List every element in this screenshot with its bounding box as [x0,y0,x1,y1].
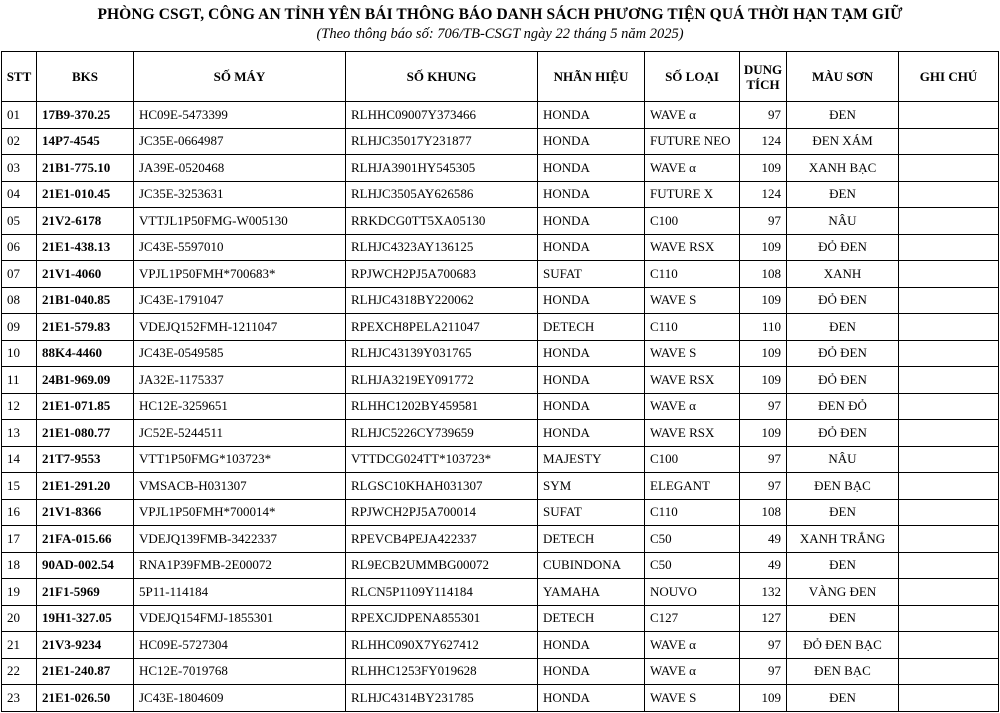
cell-bks: 19H1-327.05 [37,605,134,632]
cell-bks: 21E1-080.77 [37,420,134,447]
cell-ghi-chu [899,473,999,500]
cell-so-khung: RPJWCH2PJ5A700014 [346,499,538,526]
cell-so-loai: C110 [645,261,740,288]
cell-nhan-hieu: HONDA [538,287,645,314]
cell-so-khung: RPEXCH8PELA211047 [346,314,538,341]
cell-mau-son: ĐEN [787,181,899,208]
cell-mau-son: NÂU [787,208,899,235]
cell-ghi-chu [899,234,999,261]
cell-dung-tich: 109 [740,340,787,367]
cell-so-loai: ELEGANT [645,473,740,500]
cell-so-loai: WAVE RSX [645,367,740,394]
header-mau-son: MÀU SƠN [787,52,899,102]
cell-stt: 08 [2,287,37,314]
cell-so-khung: RLHHC09007Y373466 [346,102,538,129]
cell-nhan-hieu: CUBINDONA [538,552,645,579]
cell-dung-tich: 109 [740,367,787,394]
cell-dung-tich: 108 [740,499,787,526]
cell-mau-son: ĐEN [787,685,899,712]
cell-mau-son: XANH BẠC [787,155,899,182]
cell-so-loai: C110 [645,314,740,341]
cell-so-may: 5P11-114184 [134,579,346,606]
cell-so-khung: RLHHC1202BY459581 [346,393,538,420]
cell-bks: 21T7-9553 [37,446,134,473]
cell-stt: 23 [2,685,37,712]
cell-so-may: VPJL1P50FMH*700683* [134,261,346,288]
table-row [2,102,999,129]
cell-so-khung: RLHJA3901HY545305 [346,155,538,182]
cell-ghi-chu [899,181,999,208]
cell-mau-son: ĐỎ ĐEN [787,367,899,394]
cell-mau-son: ĐEN BẠC [787,473,899,500]
cell-ghi-chu [899,208,999,235]
cell-bks: 21V2-6178 [37,208,134,235]
cell-so-may: HC09E-5473399 [134,102,346,129]
cell-ghi-chu [899,658,999,685]
cell-mau-son: XANH TRẮNG [787,526,899,553]
cell-mau-son: ĐỎ ĐEN [787,340,899,367]
cell-mau-son: ĐEN [787,605,899,632]
cell-so-loai: C50 [645,526,740,553]
cell-so-may: JC43E-1804609 [134,685,346,712]
cell-mau-son: ĐEN [787,102,899,129]
cell-so-loai: WAVE S [645,685,740,712]
cell-mau-son: ĐEN [787,499,899,526]
table-header-row [2,52,999,102]
cell-so-loai: C100 [645,446,740,473]
cell-stt: 18 [2,552,37,579]
cell-so-may: JC35E-3253631 [134,181,346,208]
cell-nhan-hieu: HONDA [538,102,645,129]
cell-dung-tich: 109 [740,685,787,712]
table-row [2,367,999,394]
cell-bks: 21E1-579.83 [37,314,134,341]
cell-bks: 21E1-026.50 [37,685,134,712]
cell-dung-tich: 97 [740,208,787,235]
cell-bks: 90AD-002.54 [37,552,134,579]
cell-ghi-chu [899,287,999,314]
table-row [2,499,999,526]
cell-mau-son: ĐỎ ĐEN BẠC [787,632,899,659]
cell-stt: 14 [2,446,37,473]
table-body [2,102,999,712]
cell-stt: 10 [2,340,37,367]
table-row [2,340,999,367]
cell-so-khung: RLHJC4314BY231785 [346,685,538,712]
cell-stt: 20 [2,605,37,632]
cell-ghi-chu [899,579,999,606]
cell-so-loai: WAVE α [645,393,740,420]
vehicle-table [1,51,999,712]
cell-nhan-hieu: HONDA [538,208,645,235]
cell-stt: 16 [2,499,37,526]
cell-dung-tich: 108 [740,261,787,288]
header-ghi-chu: GHI CHÚ [899,52,999,102]
table-row [2,314,999,341]
cell-so-khung: RLCN5P1109Y114184 [346,579,538,606]
cell-so-khung: RLGSC10KHAH031307 [346,473,538,500]
cell-nhan-hieu: HONDA [538,128,645,155]
cell-so-may: VDEJQ152FMH-1211047 [134,314,346,341]
cell-so-loai: WAVE α [645,102,740,129]
table-row [2,685,999,712]
cell-bks: 24B1-969.09 [37,367,134,394]
cell-bks: 17B9-370.25 [37,102,134,129]
table-row [2,208,999,235]
cell-ghi-chu [899,314,999,341]
cell-nhan-hieu: MAJESTY [538,446,645,473]
cell-stt: 02 [2,128,37,155]
cell-nhan-hieu: HONDA [538,181,645,208]
cell-bks: 21F1-5969 [37,579,134,606]
cell-mau-son: VÀNG ĐEN [787,579,899,606]
cell-dung-tich: 109 [740,287,787,314]
cell-so-loai: WAVE RSX [645,234,740,261]
cell-ghi-chu [899,128,999,155]
cell-so-may: JA39E-0520468 [134,155,346,182]
table-row [2,658,999,685]
cell-so-may: JC52E-5244511 [134,420,346,447]
table-row [2,632,999,659]
table-row [2,128,999,155]
cell-so-loai: FUTURE NEO [645,128,740,155]
cell-so-khung: RPEXCJDPENA855301 [346,605,538,632]
cell-ghi-chu [899,526,999,553]
document-subtitle: (Theo thông báo số: 706/TB-CSGT ngày 22 tháng 5 năm 2025) [316,26,684,42]
header-so-khung: SỐ KHUNG [346,52,538,102]
header-so-may: SỐ MÁY [134,52,346,102]
cell-so-khung: RLHJC43139Y031765 [346,340,538,367]
cell-mau-son: ĐEN [787,552,899,579]
cell-so-loai: C50 [645,552,740,579]
cell-nhan-hieu: HONDA [538,367,645,394]
cell-nhan-hieu: HONDA [538,658,645,685]
cell-so-may: HC12E-7019768 [134,658,346,685]
table-row [2,473,999,500]
cell-so-loai: FUTURE X [645,181,740,208]
cell-stt: 11 [2,367,37,394]
cell-stt: 13 [2,420,37,447]
cell-nhan-hieu: HONDA [538,340,645,367]
cell-mau-son: NÂU [787,446,899,473]
header-nhan-hieu: NHÃN HIỆU [538,52,645,102]
cell-ghi-chu [899,340,999,367]
table-row [2,234,999,261]
cell-stt: 21 [2,632,37,659]
cell-so-loai: WAVE α [645,155,740,182]
cell-dung-tich: 97 [740,658,787,685]
cell-dung-tich: 97 [740,473,787,500]
cell-bks: 21FA-015.66 [37,526,134,553]
cell-nhan-hieu: SUFAT [538,261,645,288]
cell-ghi-chu [899,552,999,579]
cell-stt: 19 [2,579,37,606]
table-row [2,605,999,632]
cell-bks: 21B1-775.10 [37,155,134,182]
cell-ghi-chu [899,499,999,526]
cell-nhan-hieu: DETECH [538,605,645,632]
cell-stt: 06 [2,234,37,261]
cell-ghi-chu [899,685,999,712]
cell-dung-tich: 97 [740,632,787,659]
cell-dung-tich: 49 [740,526,787,553]
cell-stt: 07 [2,261,37,288]
cell-mau-son: ĐEN [787,314,899,341]
cell-dung-tich: 132 [740,579,787,606]
cell-stt: 15 [2,473,37,500]
cell-bks: 21V3-9234 [37,632,134,659]
cell-stt: 17 [2,526,37,553]
cell-stt: 09 [2,314,37,341]
header-bks: BKS [37,52,134,102]
cell-so-loai: WAVE α [645,658,740,685]
cell-so-khung: RL9ECB2UMMBG00072 [346,552,538,579]
cell-bks: 21E1-071.85 [37,393,134,420]
cell-mau-son: ĐEN BẠC [787,658,899,685]
cell-so-loai: WAVE S [645,340,740,367]
cell-bks: 21V1-8366 [37,499,134,526]
cell-so-khung: RLHJC35017Y231877 [346,128,538,155]
cell-so-may: JC43E-1791047 [134,287,346,314]
cell-nhan-hieu: HONDA [538,420,645,447]
cell-dung-tich: 97 [740,393,787,420]
header-dung-tich: DUNG TÍCH [740,52,787,102]
cell-stt: 05 [2,208,37,235]
cell-bks: 21E1-240.87 [37,658,134,685]
cell-nhan-hieu: HONDA [538,155,645,182]
cell-so-may: VPJL1P50FMH*700014* [134,499,346,526]
header-stt: STT [2,52,37,102]
cell-so-loai: NOUVO [645,579,740,606]
cell-so-khung: RLHJC4318BY220062 [346,287,538,314]
table-row [2,579,999,606]
cell-so-khung: RLHJC4323AY136125 [346,234,538,261]
cell-so-may: HC09E-5727304 [134,632,346,659]
cell-bks: 21B1-040.85 [37,287,134,314]
cell-ghi-chu [899,261,999,288]
cell-so-khung: RRKDCG0TT5XA05130 [346,208,538,235]
cell-so-may: VDEJQ154FMJ-1855301 [134,605,346,632]
cell-dung-tich: 124 [740,128,787,155]
cell-so-khung: VTTDCG024TT*103723* [346,446,538,473]
cell-so-khung: RLHJC5226CY739659 [346,420,538,447]
cell-nhan-hieu: HONDA [538,393,645,420]
cell-nhan-hieu: DETECH [538,526,645,553]
cell-so-may: VMSACB-H031307 [134,473,346,500]
cell-ghi-chu [899,155,999,182]
table-row [2,181,999,208]
cell-bks: 21E1-291.20 [37,473,134,500]
cell-ghi-chu [899,102,999,129]
table-row [2,155,999,182]
cell-stt: 22 [2,658,37,685]
cell-nhan-hieu: HONDA [538,685,645,712]
cell-mau-son: ĐEN XÁM [787,128,899,155]
cell-so-loai: C127 [645,605,740,632]
cell-dung-tich: 109 [740,155,787,182]
cell-so-loai: WAVE S [645,287,740,314]
cell-so-may: JC43E-5597010 [134,234,346,261]
cell-nhan-hieu: SUFAT [538,499,645,526]
cell-bks: 21V1-4060 [37,261,134,288]
cell-nhan-hieu: SYM [538,473,645,500]
cell-nhan-hieu: DETECH [538,314,645,341]
cell-so-may: HC12E-3259651 [134,393,346,420]
cell-mau-son: ĐỎ ĐEN [787,234,899,261]
cell-bks: 21E1-438.13 [37,234,134,261]
cell-nhan-hieu: HONDA [538,234,645,261]
cell-dung-tich: 124 [740,181,787,208]
cell-so-may: JA32E-1175337 [134,367,346,394]
cell-bks: 14P7-4545 [37,128,134,155]
cell-mau-son: XANH [787,261,899,288]
cell-dung-tich: 110 [740,314,787,341]
cell-ghi-chu [899,446,999,473]
cell-so-may: VDEJQ139FMB-3422337 [134,526,346,553]
cell-dung-tich: 127 [740,605,787,632]
cell-so-may: JC43E-0549585 [134,340,346,367]
cell-so-loai: C100 [645,208,740,235]
cell-so-khung: RPEVCB4PEJA422337 [346,526,538,553]
cell-bks: 21E1-010.45 [37,181,134,208]
cell-dung-tich: 49 [740,552,787,579]
cell-so-khung: RLHHC1253FY019628 [346,658,538,685]
cell-ghi-chu [899,367,999,394]
cell-stt: 12 [2,393,37,420]
cell-mau-son: ĐỎ ĐEN [787,287,899,314]
cell-dung-tich: 97 [740,102,787,129]
cell-so-may: VTT1P50FMG*103723* [134,446,346,473]
cell-dung-tich: 109 [740,420,787,447]
cell-so-may: RNA1P39FMB-2E00072 [134,552,346,579]
table-row [2,446,999,473]
cell-bks: 88K4-4460 [37,340,134,367]
header-so-loai: SỐ LOẠI [645,52,740,102]
cell-so-loai: WAVE α [645,632,740,659]
cell-mau-son: ĐEN ĐỎ [787,393,899,420]
cell-dung-tich: 109 [740,234,787,261]
table-row [2,552,999,579]
cell-nhan-hieu: YAMAHA [538,579,645,606]
cell-so-khung: RLHHC090X7Y627412 [346,632,538,659]
table-row [2,420,999,447]
table-row [2,287,999,314]
cell-nhan-hieu: HONDA [538,632,645,659]
cell-ghi-chu [899,605,999,632]
cell-mau-son: ĐỎ ĐEN [787,420,899,447]
cell-stt: 04 [2,181,37,208]
cell-so-loai: WAVE RSX [645,420,740,447]
cell-ghi-chu [899,420,999,447]
cell-dung-tich: 97 [740,446,787,473]
cell-so-khung: RLHJC3505AY626586 [346,181,538,208]
document-title: PHÒNG CSGT, CÔNG AN TỈNH YÊN BÁI THÔNG BÁO DANH SÁCH PHƯƠNG TIỆN QUÁ THỜI HẠN TẠM GIỮ [97,6,903,23]
cell-so-khung: RLHJA3219EY091772 [346,367,538,394]
cell-stt: 03 [2,155,37,182]
cell-so-loai: C110 [645,499,740,526]
cell-so-may: JC35E-0664987 [134,128,346,155]
cell-ghi-chu [899,632,999,659]
cell-stt: 01 [2,102,37,129]
cell-so-may: VTTJL1P50FMG-W005130 [134,208,346,235]
cell-ghi-chu [899,393,999,420]
table-row [2,526,999,553]
table-row [2,261,999,288]
table-row [2,393,999,420]
cell-so-khung: RPJWCH2PJ5A700683 [346,261,538,288]
